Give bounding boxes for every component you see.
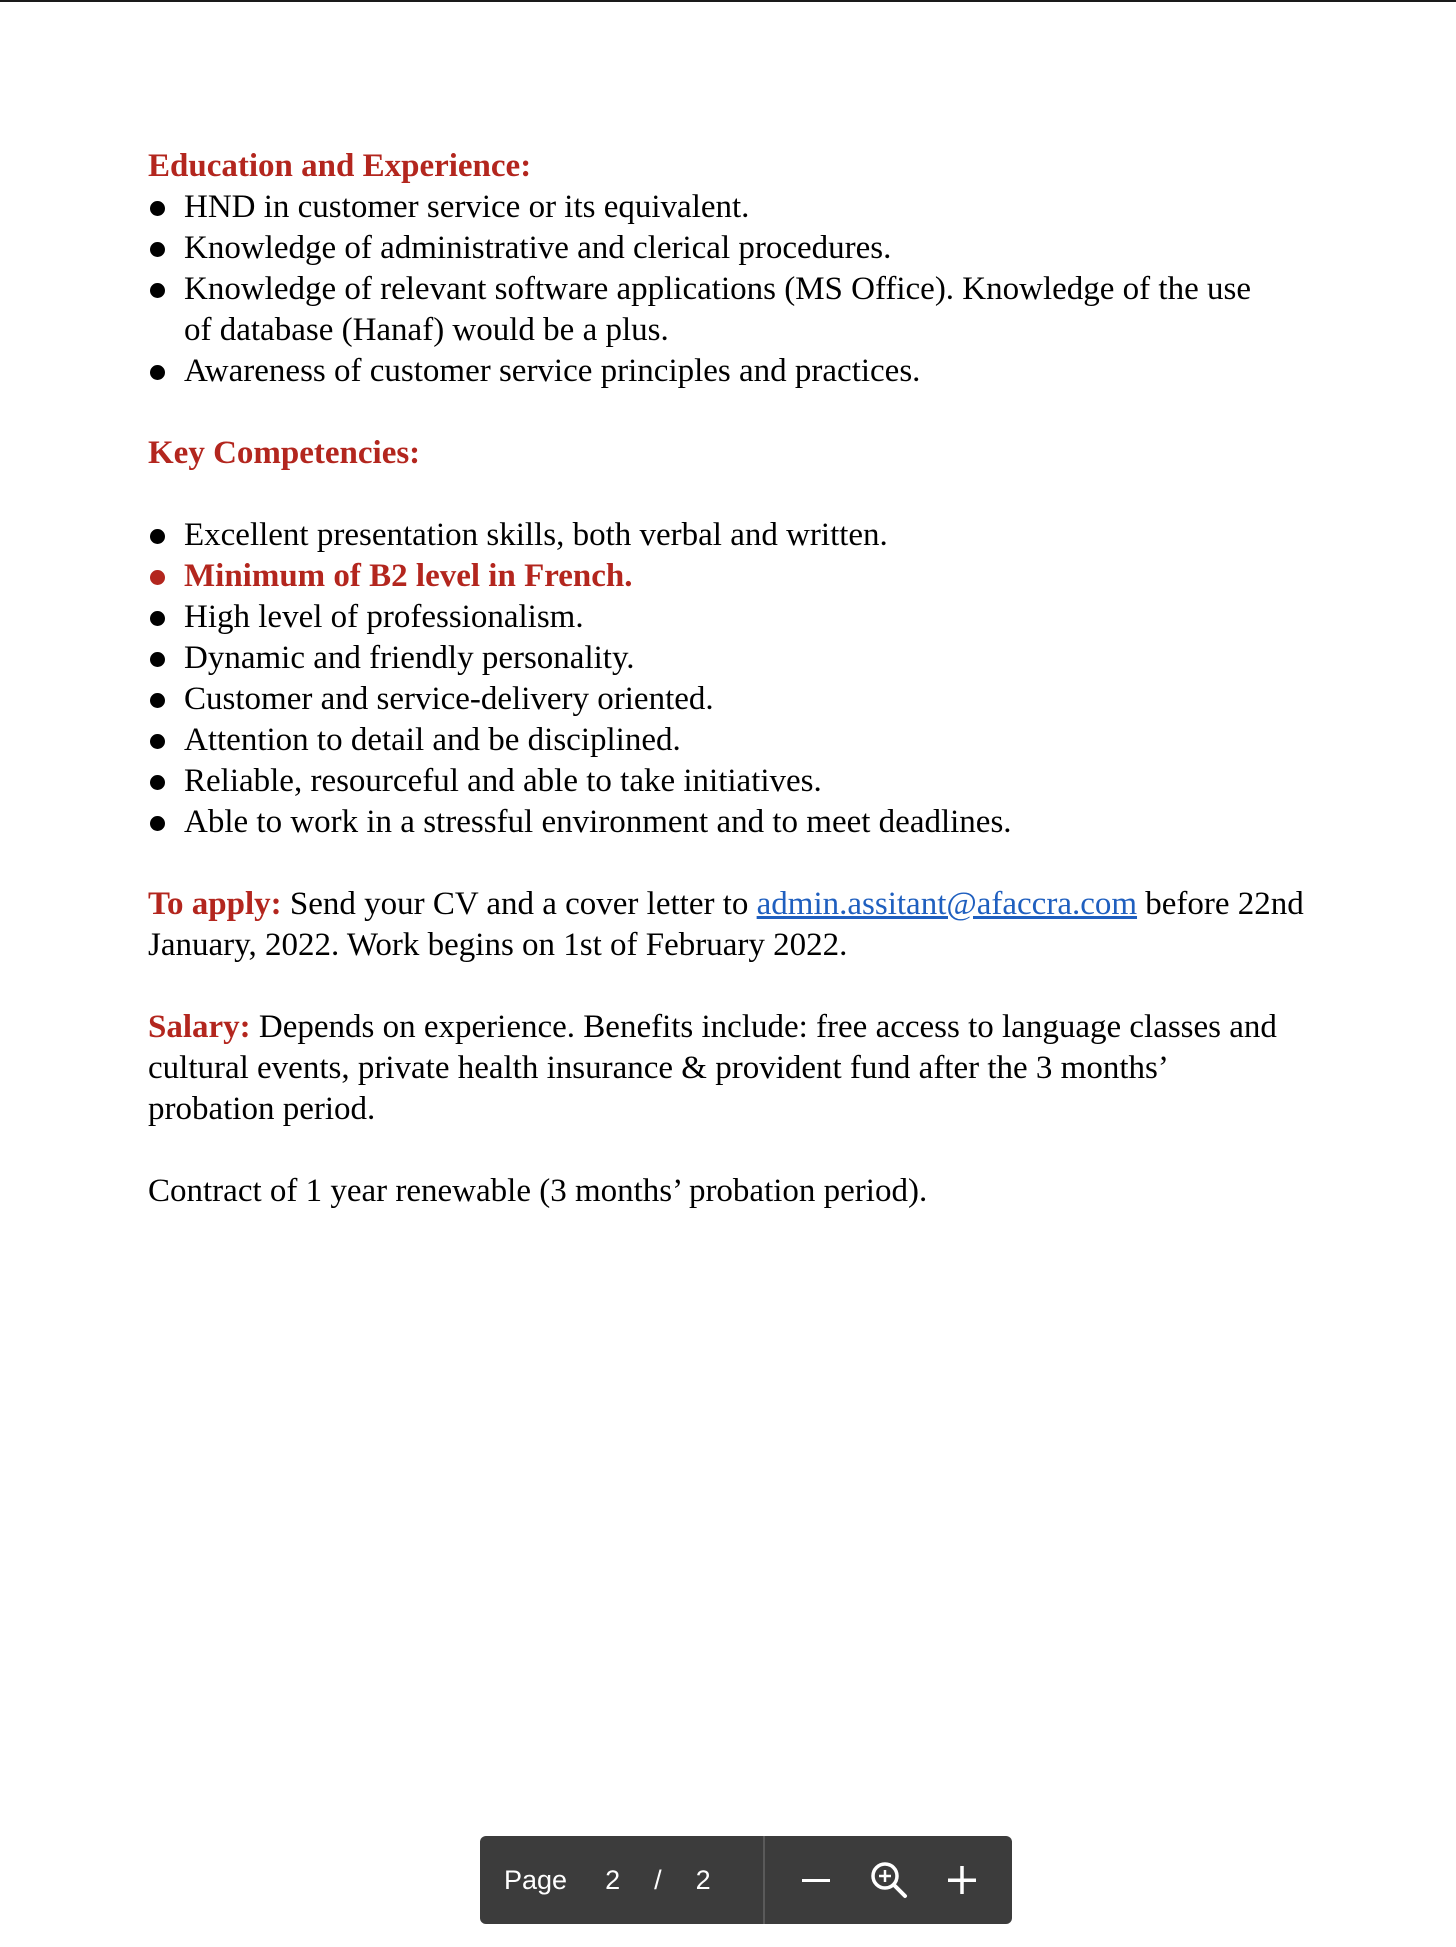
list-item-highlight: Minimum of B2 level in French. (148, 556, 1348, 597)
apply-label: To apply: (148, 886, 282, 922)
zoom-out-button[interactable] (788, 1852, 844, 1908)
competencies-list (148, 515, 1348, 843)
current-page-input[interactable]: 2 (605, 1864, 621, 1895)
top-border (0, 0, 1456, 2)
list-item: Excellent presentation skills, both verbal and written. (148, 515, 1348, 556)
list-item: Able to work in a stressful environment and to meet deadlines. (148, 802, 1348, 843)
zoom-in-magnifier-icon (869, 1860, 909, 1900)
salary-paragraph (148, 1007, 1278, 1130)
minus-icon (800, 1864, 832, 1896)
education-heading: Education and Experience: (148, 148, 532, 184)
apply-text-before: Send your CV and a cover letter to (281, 886, 757, 922)
list-item: Awareness of customer service principles and practices. (148, 351, 1348, 392)
contract-paragraph: Contract of 1 year renewable (3 months’ probation period). (148, 1173, 928, 1209)
pdf-viewer-toolbar (480, 1836, 1012, 1924)
list-item: Knowledge of relevant software applications (MS Office). Knowledge of the use of database (Hanaf) would be a plus. (148, 269, 1264, 351)
page-label: Page (504, 1864, 568, 1895)
total-pages: 2 (695, 1864, 711, 1895)
list-item: Knowledge of administrative and clerical procedures. (148, 228, 1348, 269)
fit-to-page-button[interactable] (861, 1852, 917, 1908)
list-item: Customer and service-delivery oriented. (148, 679, 1348, 720)
list-item: Dynamic and friendly personality. (148, 638, 1348, 679)
list-item: HND in customer service or its equivalent. (148, 187, 1348, 228)
competencies-heading: Key Competencies: (148, 435, 421, 471)
salary-text: Depends on experience. Benefits include: free access to language classes and cultural events, private health insurance & provident fund after the 3 months’ probation period. (148, 1009, 1277, 1127)
zoom-controls (765, 1836, 1012, 1924)
zoom-in-button[interactable] (934, 1852, 990, 1908)
salary-label: Salary: (148, 1009, 251, 1045)
list-item: Attention to detail and be disciplined. (148, 720, 1348, 761)
education-list (148, 187, 1348, 392)
list-item: High level of professionalism. (148, 597, 1348, 638)
page-indicator (480, 1836, 763, 1924)
plus-icon (945, 1863, 979, 1897)
email-link[interactable]: admin.assitant@afaccra.com (756, 886, 1138, 922)
pdf-page-content (148, 146, 1348, 1212)
page-separator: / (654, 1864, 662, 1895)
apply-paragraph (148, 884, 1348, 966)
apply-text-after: before 22nd January, 2022. Work begins on 1st of February 2022. (148, 886, 1304, 963)
list-item: Reliable, resourceful and able to take initiatives. (148, 761, 1348, 802)
